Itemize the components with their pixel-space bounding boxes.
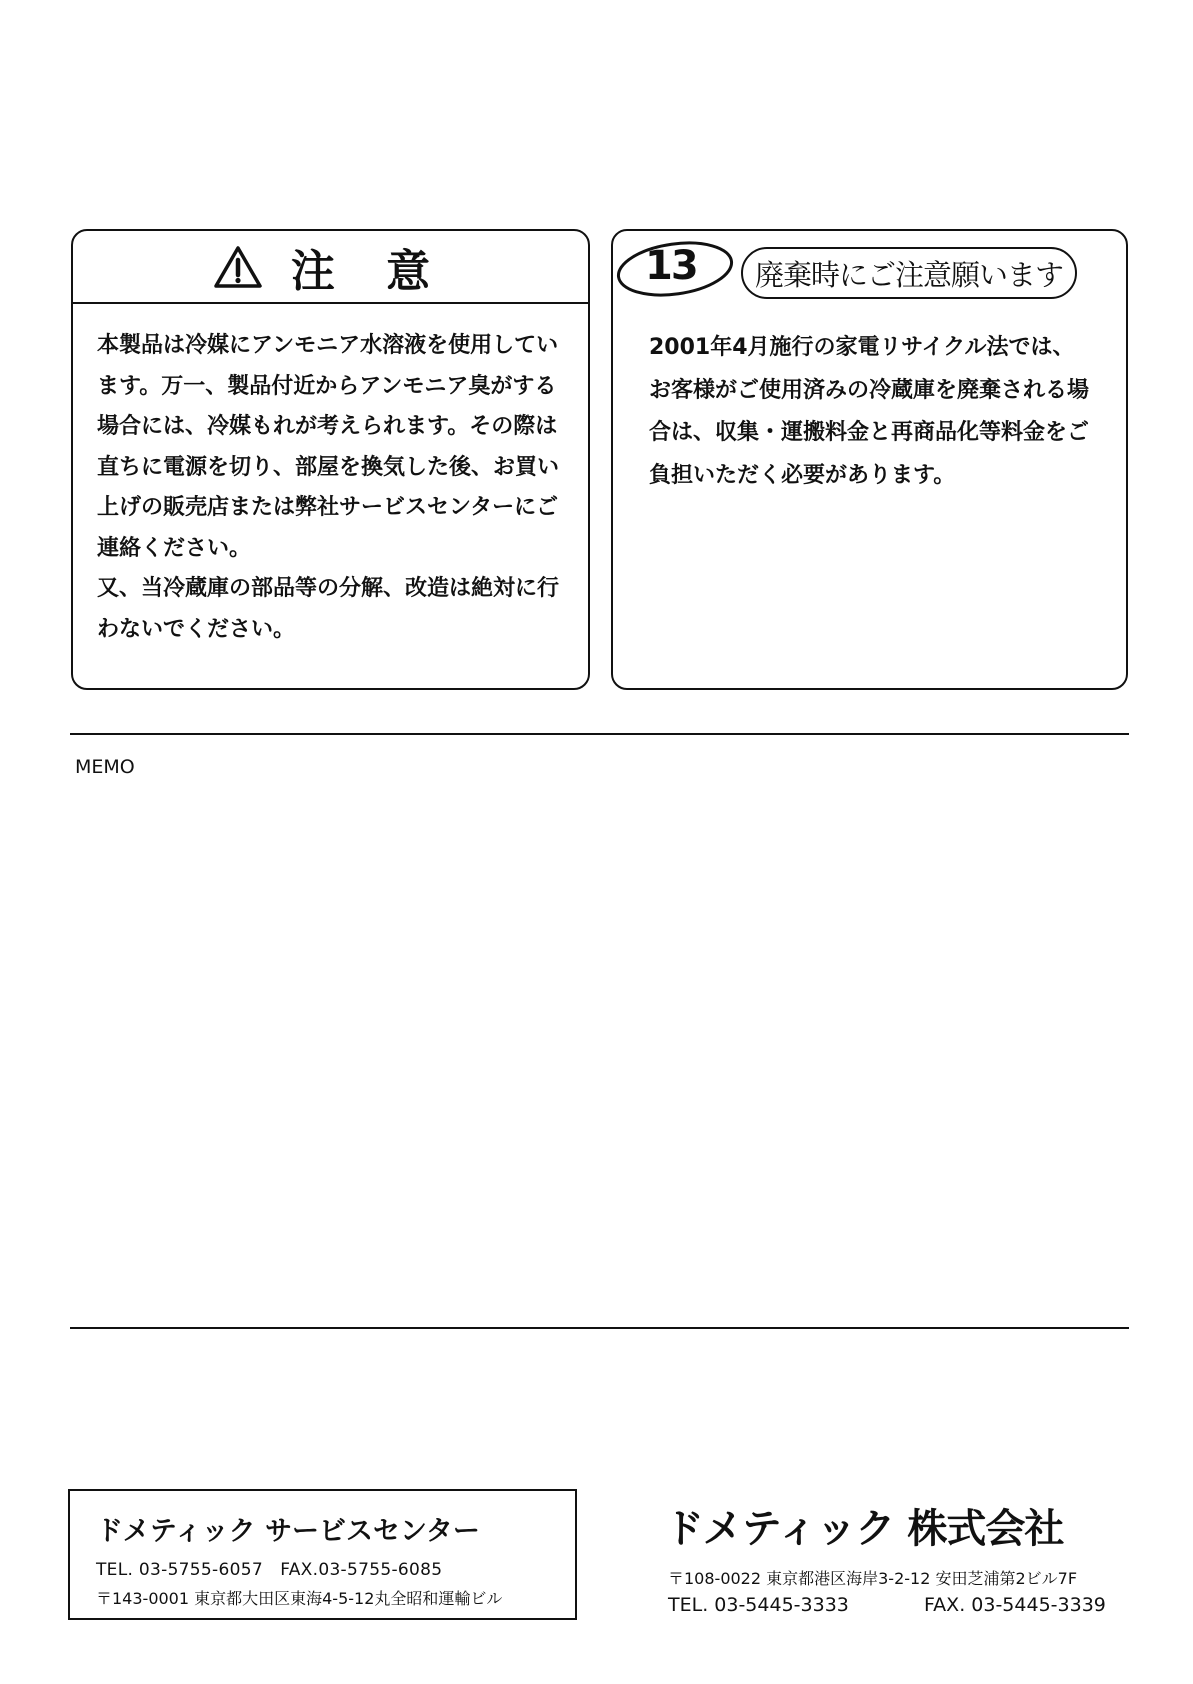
- section-number: 13: [645, 243, 697, 289]
- memo-label: MEMO: [75, 756, 135, 778]
- warning-icon: [213, 245, 263, 289]
- service-center-box: [68, 1489, 577, 1620]
- disposal-line: 負担いただく必要があります。: [649, 462, 956, 488]
- caution-line: 場合には、冷媒もれが考えられます。その際は: [97, 414, 558, 439]
- caution-line: ます。万一、製品付近からアンモニア臭がする: [97, 373, 557, 399]
- disposal-line: お客様がご使用済みの冷蔵庫を廃棄される場: [649, 377, 1090, 403]
- company-name: ドメティック 株式会社: [664, 1506, 1064, 1552]
- caution-header: [73, 231, 588, 304]
- service-center-name: ドメティック サービスセンター: [96, 1516, 480, 1547]
- disposal-line: 2001年4月施行の家電リサイクル法では、: [649, 335, 1075, 360]
- caution-line: 上げの販売店または弊社サービスセンターにご: [97, 495, 559, 520]
- caution-line: わないでください。: [97, 616, 296, 642]
- caution-line: 又、当冷蔵庫の部品等の分解、改造は絶対に行: [97, 576, 560, 601]
- caution-line: 本製品は冷媒にアンモニア水溶液を使用してい: [97, 333, 559, 358]
- caution-text: [73, 304, 588, 650]
- service-center-phone: TEL. 03-5755-6057 FAX.03-5755-6085: [96, 1560, 443, 1580]
- company-address: 〒108-0022 東京都港区海岸3-2-12 安田芝浦第2ビル7F: [668, 1569, 1078, 1588]
- caution-line: 直ちに電源を切り、部屋を換気した後、お買い: [97, 454, 560, 480]
- caution-line: 連絡ください。: [97, 535, 252, 561]
- memo-bottom-divider: [70, 1327, 1129, 1329]
- service-center-address: 〒143-0001 東京都大田区東海4-5-12丸全昭和運輸ビル: [96, 1589, 503, 1608]
- disposal-title-pill: [741, 247, 1077, 299]
- caution-title: 注 意: [290, 245, 449, 297]
- caution-box: [71, 229, 590, 690]
- disposal-title: 廃棄時にご注意願います: [755, 257, 1064, 292]
- memo-top-divider: [70, 733, 1129, 735]
- disposal-text: [649, 327, 1089, 497]
- disposal-box: [611, 229, 1128, 690]
- disposal-line: 合は、収集・運搬料金と再商品化等料金をご: [649, 420, 1090, 445]
- section-number-badge: [615, 239, 739, 297]
- company-fax: FAX. 03-5445-3339: [924, 1594, 1106, 1616]
- company-phone: TEL. 03-5445-3333: [668, 1594, 849, 1616]
